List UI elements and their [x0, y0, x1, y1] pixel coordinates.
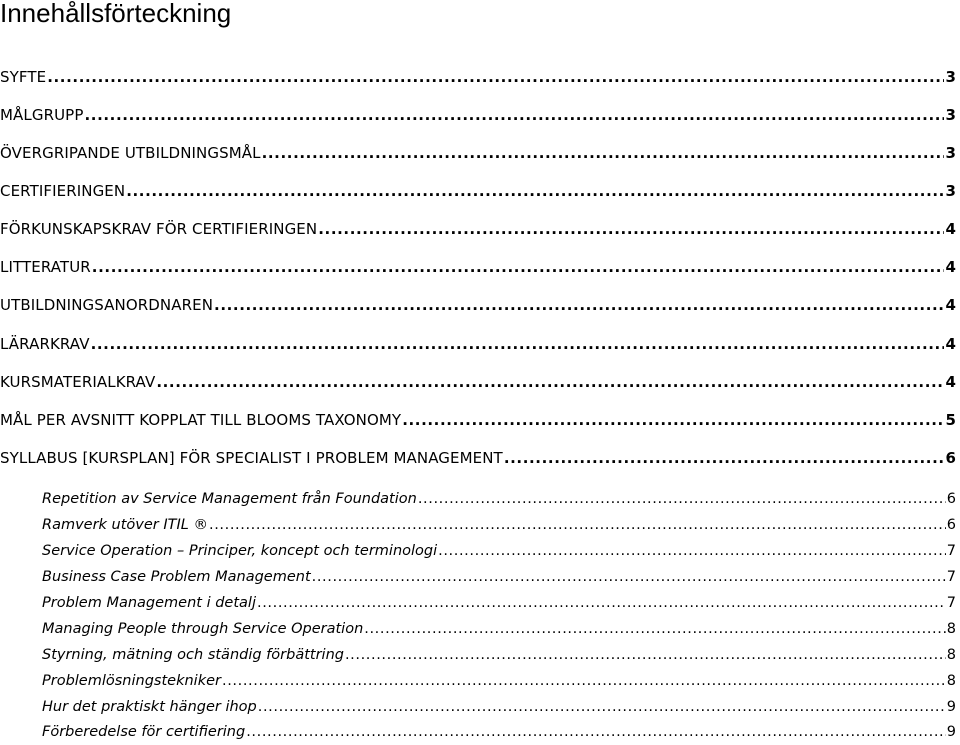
toc-entry[interactable] — [0, 371, 956, 393]
toc-subentry-page-number: 7 — [946, 595, 956, 611]
toc-subentry[interactable] — [42, 566, 956, 588]
dot-leader — [438, 540, 946, 562]
toc-subentry-label: Service Operation – Principer, koncept och terminologi — [42, 543, 438, 559]
toc-subentry[interactable] — [42, 488, 956, 510]
toc-subentry-page-number: 8 — [946, 621, 956, 637]
toc-entry-page-number: 3 — [945, 68, 956, 86]
toc-entry[interactable] — [0, 66, 956, 88]
toc-entry-page-number: 4 — [945, 335, 956, 353]
toc-subentry-page-number: 9 — [946, 724, 956, 740]
dot-leader — [345, 644, 946, 666]
dot-leader — [312, 566, 946, 588]
toc-entry-label: SYFTE — [0, 68, 47, 86]
dot-leader — [402, 409, 944, 431]
toc-subentry[interactable] — [42, 721, 956, 743]
toc-entry-page-number: 4 — [945, 258, 956, 276]
toc-subentry-page-number: 6 — [946, 517, 956, 533]
dot-leader — [504, 447, 945, 469]
dot-leader — [364, 618, 946, 640]
toc-entry-label: FÖRKUNSKAPSKRAV FÖR CERTIFIERINGEN — [0, 220, 318, 238]
toc-entry-label: MÅL PER AVSNITT KOPPLAT TILL BLOOMS TAXONOMY — [0, 411, 402, 429]
toc-entry-page-number: 4 — [945, 296, 956, 314]
toc-subentry-label: Managing People through Service Operation — [42, 621, 364, 637]
toc-subentry-label: Ramverk utöver ITIL ® — [42, 517, 208, 533]
toc-entry-page-number: 6 — [945, 449, 956, 467]
toc-subentry-page-number: 7 — [946, 543, 956, 559]
toc-entry-page-number: 4 — [945, 373, 956, 391]
toc-subentry[interactable] — [42, 514, 956, 536]
toc-entry-page-number: 3 — [945, 144, 956, 162]
toc-entry-label: CERTIFIERINGEN — [0, 182, 126, 200]
toc-entry-label: MÅLGRUPP — [0, 106, 84, 124]
toc-subentry[interactable] — [42, 644, 956, 666]
toc-subentry-page-number: 8 — [946, 673, 956, 689]
toc-entry-label: ÖVERGRIPANDE UTBILDNINGSMÅL — [0, 144, 261, 162]
toc-subentry[interactable] — [42, 540, 956, 562]
toc-subentry[interactable] — [42, 670, 956, 692]
toc-entry-label: LITTERATUR — [0, 258, 91, 276]
toc-entry-label: LÄRARKRAV — [0, 335, 90, 353]
dot-leader — [47, 66, 944, 88]
dot-leader — [222, 670, 946, 692]
toc-entry-page-number: 4 — [945, 220, 956, 238]
toc-entry-label: KURSMATERIALKRAV — [0, 373, 156, 391]
toc-subentry-page-number: 9 — [946, 699, 956, 715]
toc-entry[interactable] — [0, 294, 956, 316]
dot-leader — [257, 592, 946, 614]
toc-subentry[interactable] — [42, 696, 956, 718]
dot-leader — [418, 488, 946, 510]
dot-leader — [246, 721, 946, 743]
dot-leader — [84, 104, 944, 126]
toc-subentry-label: Problemlösningstekniker — [42, 673, 221, 689]
toc-subentry[interactable] — [42, 618, 956, 640]
dot-leader — [258, 696, 946, 718]
toc-subentry-label: Hur det praktiskt hänger ihop — [42, 699, 257, 715]
toc-entry[interactable] — [0, 256, 956, 278]
toc-entry-page-number: 3 — [945, 182, 956, 200]
toc-subentry-page-number: 7 — [946, 569, 956, 585]
toc-entry[interactable] — [0, 104, 956, 126]
toc-subentry-page-number: 6 — [946, 491, 956, 507]
toc-subentry-label: Förberedelse för certifiering — [42, 724, 246, 740]
toc-entry[interactable] — [0, 333, 956, 355]
toc-subentry-label: Problem Management i detalj — [42, 595, 256, 611]
dot-leader — [214, 294, 944, 316]
toc-subentry-page-number: 8 — [946, 647, 956, 663]
dot-leader — [92, 256, 945, 278]
toc-entry-page-number: 5 — [945, 411, 956, 429]
toc-entry-label: SYLLABUS [KURSPLAN] FÖR SPECIALIST I PROBLEM MANAGEMENT — [0, 449, 503, 467]
toc-entry[interactable] — [0, 218, 956, 240]
dot-leader — [126, 180, 944, 202]
toc-entry[interactable] — [0, 409, 956, 431]
toc-title: Innehållsförteckning — [0, 0, 232, 28]
toc-subentry-label: Business Case Problem Management — [42, 569, 311, 585]
dot-leader — [91, 333, 945, 355]
dot-leader — [318, 218, 944, 240]
dot-leader — [156, 371, 944, 393]
toc-entry[interactable] — [0, 142, 956, 164]
toc-entry-label: UTBILDNINGSANORDNAREN — [0, 296, 214, 314]
toc-entry[interactable] — [0, 180, 956, 202]
dot-leader — [262, 142, 945, 164]
toc-subentry[interactable] — [42, 592, 956, 614]
toc-entry[interactable] — [0, 447, 956, 469]
toc-entry-page-number: 3 — [945, 106, 956, 124]
toc-subentry-label: Styrning, mätning och ständig förbättring — [42, 647, 344, 663]
dot-leader — [209, 514, 946, 536]
toc-subentry-label: Repetition av Service Management från Foundation — [42, 491, 417, 507]
